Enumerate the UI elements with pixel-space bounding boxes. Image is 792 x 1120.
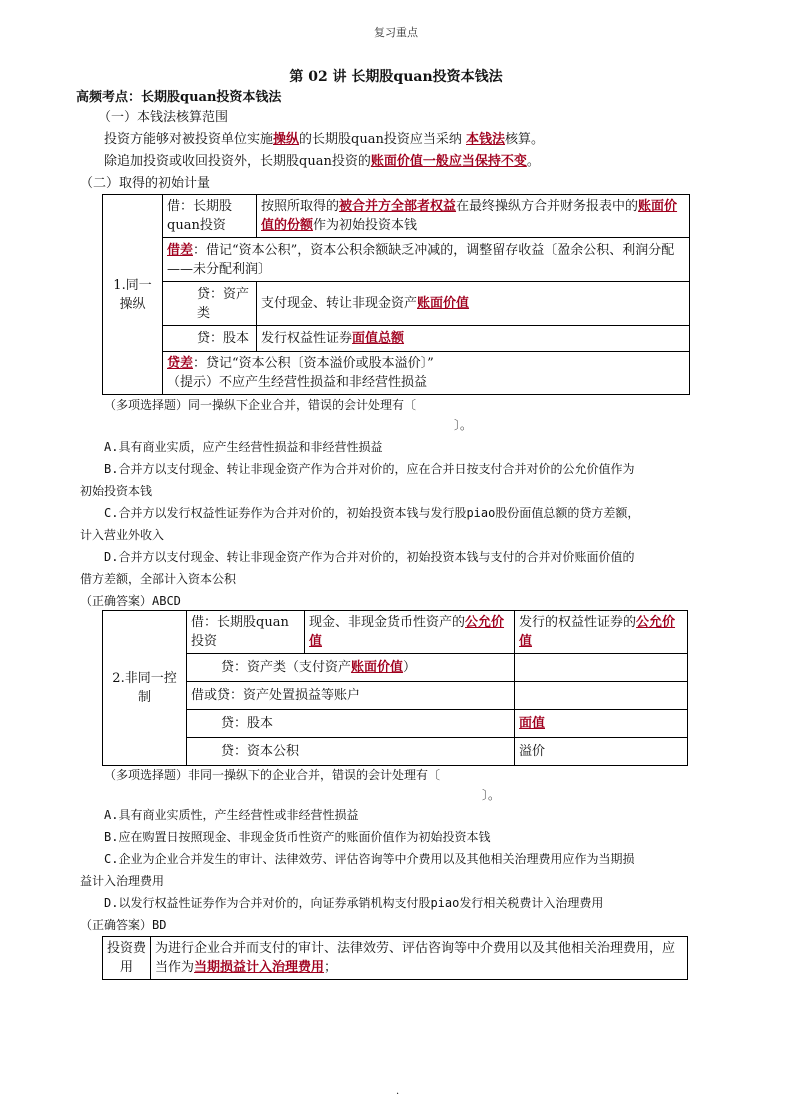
- t1-text: 发行权益性证券: [261, 331, 353, 346]
- t2-text: 现金、非现金货币性资产的: [309, 615, 466, 630]
- scope-text: 除追加投资或收回投资外，长期股quan投资的: [104, 154, 371, 169]
- non-same-control-table: [102, 610, 688, 766]
- t1-text: 作为初始投资本钱: [313, 218, 418, 233]
- t2-par-value: [515, 710, 688, 738]
- q1-option-b: B.合并方以支付现金、转让非现金资产作为合并对价的，应在合并日按支付合并对价的公允价值作为: [104, 462, 635, 476]
- same-control-label: 1.同一操纵: [103, 195, 163, 395]
- t1-highlight: 面值总额: [352, 331, 405, 346]
- t1-credit-assets: 贷：资产类: [163, 282, 257, 326]
- q2-stem-end: 〕。: [482, 788, 501, 802]
- t2-equity-fair-value: [515, 611, 688, 654]
- t1-credit-share: 贷：股本: [163, 326, 257, 352]
- investment-expense-table: [102, 936, 688, 980]
- q2-option-b: B.应在购置日按照现金、非现金货币性资产的账面价值作为初始投资本钱: [104, 830, 491, 844]
- scope-paragraph-2: [104, 152, 540, 172]
- scope-text: 投资方能够对被投资单位实施: [104, 132, 274, 147]
- t2-text: 发行的权益性证券的: [519, 615, 637, 630]
- t2-text: ）: [403, 660, 417, 675]
- t1-highlight: 账面价值: [417, 296, 470, 311]
- t1-credit-difference: [163, 352, 690, 395]
- investment-expense-desc: [151, 937, 688, 980]
- t3-text: 为进行企业合并而支付的审计、法律效劳、评估咨询等中介费用以及其他相关治理费用，应当作为: [155, 941, 676, 975]
- q1-option-c: C.合并方以发行权益性证券作为合并对价的，初始投资本钱与发行股piao股份面值总额的贷方差额，: [104, 506, 640, 520]
- q2-stem: （多项选择题）非同一操纵下的企业合并，错误的会计处理有〔: [104, 768, 441, 782]
- t1-text: 在最终操纵方合并财务报表中的: [456, 199, 639, 214]
- q1-option-d-cont: 借方差额，全部计入资本公积: [80, 572, 237, 586]
- q2-answer: （正确答案）BD: [80, 918, 167, 932]
- t2-premium: 溢价: [515, 738, 688, 766]
- t1-highlight: 借差: [167, 242, 194, 258]
- t1-note: （提示）不应产生经营性损益和非经营性损益: [167, 375, 428, 390]
- q1-option-a: A.具有商业实质，应产生经营性损益和非经营性损益: [104, 440, 383, 454]
- q1-option-b-cont: 初始投资本钱: [80, 484, 153, 498]
- scope-paragraph-1: [104, 130, 544, 150]
- t2-text: 贷：资产类（支付资产: [221, 660, 352, 675]
- highlight-control: 操纵: [273, 132, 300, 147]
- t1-debit-investment: 借：长期股quan投资: [163, 195, 257, 238]
- scope-text: 核算。: [505, 132, 545, 147]
- q2-option-c-cont: 益计入治理费用: [80, 874, 165, 888]
- t1-credit-assets-desc: [257, 282, 690, 326]
- t3-highlight: 当期损益计入治理费用: [194, 960, 325, 975]
- scope-text: 的长期股quan投资应当采纳: [299, 132, 462, 147]
- t2-highlight: 账面价值: [351, 660, 404, 675]
- t2-empty-cell: [515, 654, 688, 682]
- t1-highlight: 贷差: [167, 356, 194, 371]
- non-same-control-label: 2.非同一控制: [103, 611, 187, 766]
- initial-heading: （二）取得的初始计量: [80, 176, 211, 191]
- hot-point-heading: 高频考点：长期股quan投资本钱法: [76, 90, 282, 105]
- footer-mark: .: [396, 1086, 400, 1097]
- same-control-table: [102, 194, 690, 395]
- t1-text: 按照所取得的: [261, 199, 340, 214]
- t1-debit-difference: [163, 238, 690, 282]
- t2-highlight: 面值: [519, 716, 546, 731]
- q1-stem-end: 〕。: [454, 418, 473, 432]
- t2-credit-share: 贷：股本: [187, 710, 515, 738]
- page-header: 复习重点: [374, 26, 418, 39]
- t1-highlight: 被合并方全部者权益: [339, 199, 457, 214]
- investment-expense-label: 投资费用: [103, 937, 151, 980]
- scope-text: 。: [526, 154, 540, 169]
- t1-text: ：贷记“资本公积〔资本溢价或股本溢价〕”: [193, 356, 434, 371]
- t2-debit-investment: 借：长期股quan投资: [187, 611, 305, 654]
- t1-text: ：借记“资本公积”，资本公积余额缺乏冲减的，调整留存收益〔盈余公积、利润分配——未分配利润〕: [167, 242, 675, 277]
- t1-text: 支付现金、转让非现金资产: [261, 296, 418, 311]
- q1-stem: （多项选择题）同一操纵下企业合并，错误的会计处理有〔: [104, 398, 417, 412]
- t2-highlight: 公允价值: [519, 615, 676, 649]
- t2-empty-cell: [515, 682, 688, 710]
- highlight-cost-method: 本钱法: [466, 132, 506, 147]
- t2-credit-assets: [187, 654, 515, 682]
- q1-option-c-cont: 计入营业外收入: [80, 528, 165, 542]
- t1-highlight: 账面价值的份额: [261, 199, 678, 233]
- t2-cash-fair-value: [305, 611, 515, 654]
- q2-option-c: C.企业为企业合并发生的审计、法律效劳、评估咨询等中介费用以及其他相关治理费用应作为当期损: [104, 852, 635, 866]
- t2-credit-capital-reserve: 贷：资本公积: [187, 738, 515, 766]
- lecture-title: 第 02 讲 长期股quan投资本钱法: [289, 69, 503, 85]
- t1-debit-description: [257, 195, 690, 238]
- t1-credit-share-desc: [257, 326, 690, 352]
- q2-option-d: D.以发行权益性证券作为合并对价的，向证券承销机构支付股piao发行相关税费计入治理费用: [104, 896, 604, 910]
- q1-option-d: D.合并方以支付现金、转让非现金资产作为合并对价的，初始投资本钱与支付的合并对价账面价值的: [104, 550, 635, 564]
- t2-disposal-account: 借或贷：资产处置损益等账户: [187, 682, 515, 710]
- t3-text: ；: [324, 960, 338, 975]
- q2-option-a: A.具有商业实质性，产生经营性或非经营性损益: [104, 808, 359, 822]
- q1-answer: （正确答案）ABCD: [80, 594, 181, 608]
- t2-highlight: 公允价值: [309, 615, 505, 649]
- highlight-book-value: 账面价值一般应当保持不变: [370, 154, 527, 169]
- scope-heading: （一）本钱法核算范围: [98, 110, 229, 125]
